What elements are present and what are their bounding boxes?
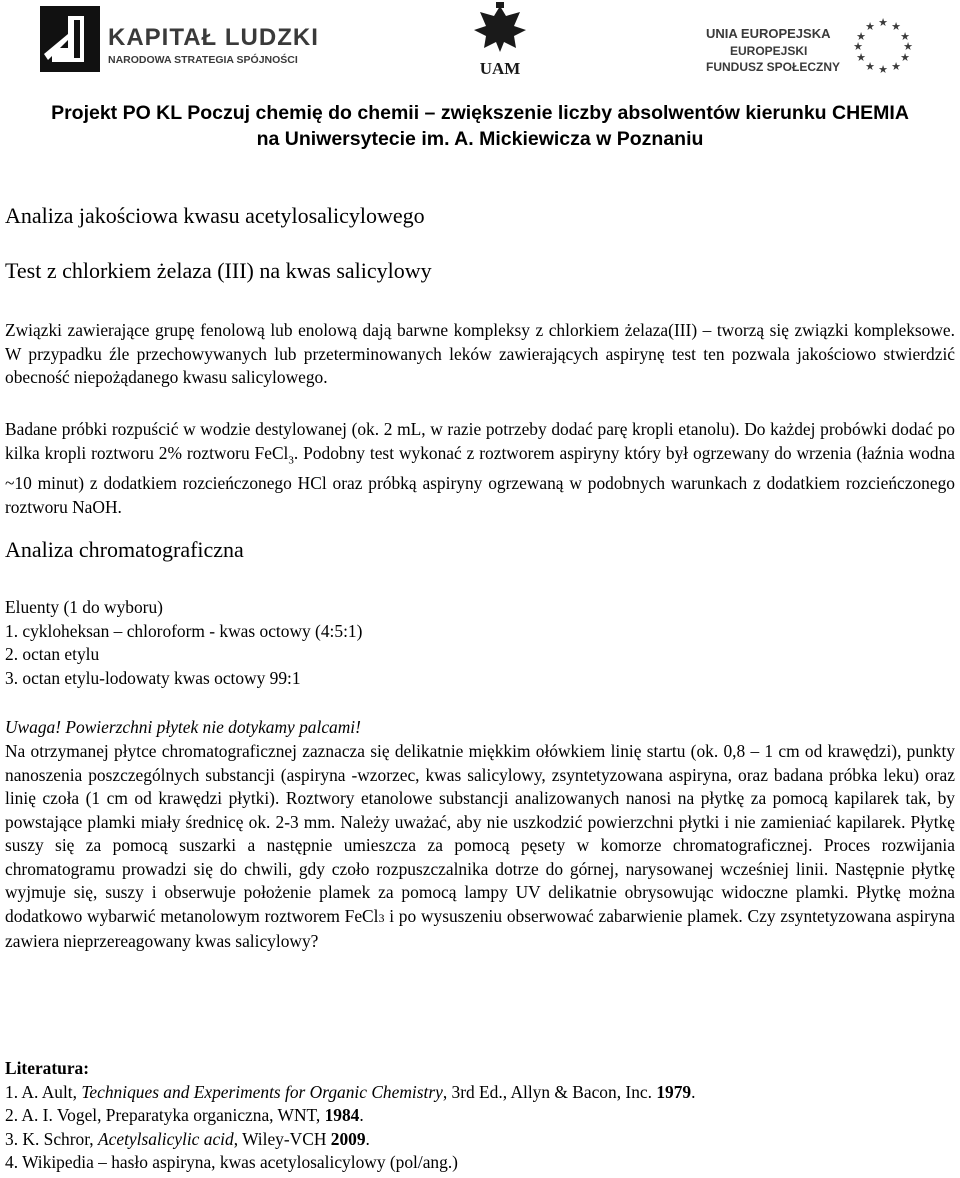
ue-logo <box>706 18 946 78</box>
paragraph-procedure-text-a: Badane próbki rozpuścić w wodzie destylowanej (ok. 2 mL, w razie potrzeby dodać parę kropli etanolu). Do każdej probówki dodać po kilka kropli roztworu 2% roztworu FeCl <box>5 419 955 463</box>
eluents-label: Eluenty (1 do wyboru) <box>5 597 163 617</box>
ue-line-3: FUNDUSZ SPOŁECZNY <box>706 60 841 74</box>
svg-text:★: ★ <box>865 20 875 33</box>
svg-text:★: ★ <box>903 40 913 53</box>
svg-text:★: ★ <box>878 63 888 74</box>
svg-text:★: ★ <box>865 60 875 73</box>
literature-section <box>5 1057 955 1175</box>
svg-text:★: ★ <box>900 30 910 43</box>
eluent-item-3: 3. octan etylu-lodowaty kwas octowy 99:1 <box>5 667 301 688</box>
lit1-pre: 1. A. Ault, <box>5 1081 82 1102</box>
project-title <box>0 100 960 152</box>
literature-item-4: 4. Wikipedia – hasło aspiryna, kwas acetylosalicylowy (pol/ang.) <box>5 1152 458 1172</box>
lit2-year: 1984 <box>324 1105 360 1125</box>
fecl3-suffix: 3 <box>378 910 385 925</box>
lit3-year: 2009 <box>330 1128 366 1149</box>
lit1-publisher: , 3rd Ed., Allyn & Bacon, Inc. <box>442 1081 657 1102</box>
warning-note: Uwaga! Powierzchni płytek nie dotykamy palcami! <box>5 717 361 737</box>
lit1-title: Techniques and Experiments for Organic Chemistry <box>81 1081 443 1102</box>
section-heading-fecl3-test: Test z chlorkiem żelaza (III) na kwas salicylowy <box>5 258 432 283</box>
lit1-post: . <box>691 1081 696 1102</box>
project-title-line-2: na Uniwersytecie im. A. Mickiewicza w Poznaniu <box>256 128 704 150</box>
lit2-pre: 2. A. I. Vogel, Preparatyka organiczna, WNT, <box>5 1105 325 1125</box>
uam-label: UAM <box>479 59 521 78</box>
paragraph-procedure <box>5 418 955 519</box>
svg-text:★: ★ <box>856 30 866 43</box>
chromatography-text-b: i po wysuszeniu obserwować zabarwienie plamek. Czy zsyntetyzowana aspiryna zawiera nieprzereagowany kwas salicylowy? <box>5 905 956 951</box>
kapital-ludzki-logo <box>38 4 319 74</box>
literature-item-3 <box>5 1128 955 1152</box>
ue-line-1: UNIA EUROPEJSKA <box>706 26 831 41</box>
section-heading-chromatography: Analiza chromatograficzna <box>5 537 244 562</box>
literature-item-1 <box>5 1081 955 1105</box>
kl-title: KAPITAŁ LUDZKI <box>108 24 319 51</box>
fecl3-subscript: 3 <box>288 453 294 466</box>
lit3-post: . <box>365 1128 370 1149</box>
eluent-item-1: 1. cykloheksan – chloroform - kwas octowy (4:5:1) <box>5 620 363 641</box>
uam-logo <box>470 2 530 78</box>
uam-eagle-icon <box>470 2 530 78</box>
svg-text:★: ★ <box>900 51 910 64</box>
paragraph-procedure-text-b: . Podobny test wykonać z roztworem aspiryny który był ogrzewany do wrzenia (łaźnia wodna ~10 minut) z dodatkiem rozcieńczonego HCl oraz próbką aspiryny ogrzewaną w podobnych warunkach z dodatkiem rozcieńczonego roztworu NaOH. <box>5 442 955 517</box>
eu-flag-icon <box>848 16 918 74</box>
paragraph-chromatography-procedure <box>5 740 955 954</box>
kapital-ludzki-mark-icon <box>38 4 102 76</box>
lit2-post: . <box>359 1105 364 1125</box>
lit3-publisher: , Wiley-VCH <box>233 1128 331 1149</box>
header-logos <box>0 0 960 90</box>
chromatography-text-a: Na otrzymanej płytce chromatograficznej zaznacza się delikatnie miękkim ołówkiem linię startu (ok. 0,8 – 1 cm od krawędzi), punkty nanoszenia poszczególnych substancji (aspiryna -wzorzec, kwas salicylowy, zsyntetyzowana aspiryna, oraz badana próbka leku) oraz linię czoła (1 cm od krawędzi płytki). Roztwory etanolowe substancji analizowanych nanosi na płytkę za pomocą kapilarek tak, by powstające plamki miały średnicę ok. 2-3 mm. Należy uważać, aby nie uszkodzić powierzchni płytki i nie zamieniać kapilarek. Płytkę suszy się za pomocą suszarki a następnie umieszcza za pomocą pęsety w komorze chromatograficznej. Proces rozwijania chromatogramu prowadzi się do chwili, gdy czoło rozpuszczalnika dotrze do górnej, narysowanej wcześniej linii. Następnie płytkę wyjmuje się, suszy i obserwuje położenie plamek za pomocą lampy UV delikatnie obrysowując widoczne plamki. Płytkę można dodatkowo wybarwić metanolowym roztworem FeCl <box>5 741 955 926</box>
svg-text:★: ★ <box>878 16 888 29</box>
lit1-year: 1979 <box>656 1081 692 1102</box>
svg-text:★: ★ <box>853 40 863 53</box>
svg-text:★: ★ <box>856 51 866 64</box>
literature-item-2 <box>5 1104 955 1128</box>
paragraph-intro: Związki zawierające grupę fenolową lub enolową dają barwne kompleksy z chlorkiem żelaza(III) – tworzą się związki kompleksowe. W przypadku źle przechowywanych lub przeterminowanych leków zawierających aspirynę test ten pozwala jakościowo stwierdzić obecność niepożądanego kwasu salicylowego. <box>5 320 955 387</box>
svg-text:★: ★ <box>891 60 901 73</box>
eluents-block <box>5 596 955 690</box>
lit3-title: Acetylsalicylic acid <box>98 1128 234 1149</box>
ue-line-2: EUROPEJSKI <box>730 44 808 58</box>
page-title: Analiza jakościowa kwasu acetylosalicylowego <box>5 203 425 228</box>
literature-heading: Literatura: <box>5 1058 90 1078</box>
eluent-item-2: 2. octan etylu <box>5 644 100 664</box>
lit3-pre: 3. K. Schror, <box>5 1128 99 1149</box>
kl-subtitle: NARODOWA STRATEGIA SPÓJNOŚCI <box>108 54 298 66</box>
svg-text:★: ★ <box>891 20 901 33</box>
project-title-line-1: Projekt PO KL Poczuj chemię do chemii – zwiększenie liczby absolwentów kierunku CHEMIA <box>51 102 909 124</box>
